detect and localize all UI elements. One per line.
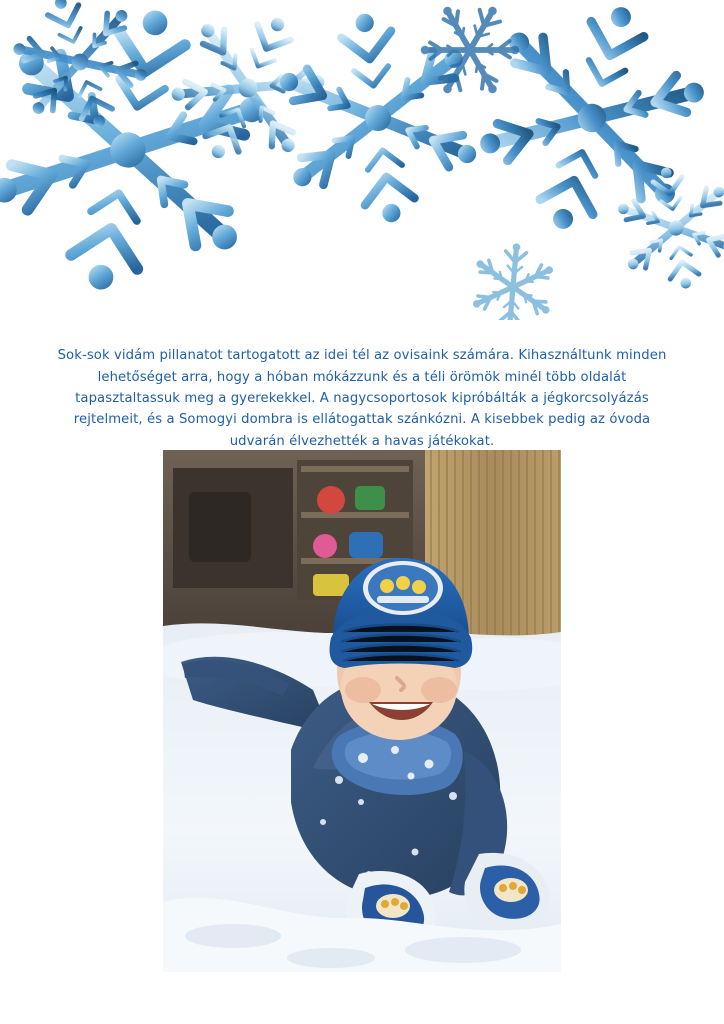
intro-paragraph: Sok-sok vidám pillanatot tartogatott az idei tél az ovisaink számára. Kihasználtunk minden lehetőséget arra, hogy a hóban mókázzunk és a téli örömök minél több oldalát tapasztaltassuk meg a gyerekekkel. A nagycsoportosok kipróbálták a jégkorcsolyázás rejtelmeit, és a Somogyi dombra is ellátogattak szánkózni. A kisebbek pedig az óvoda udvarán élvezhették a havas játékokat. — [57, 348, 667, 449]
snowflake-banner — [0, 0, 724, 320]
child-in-snow-photo — [163, 450, 561, 972]
